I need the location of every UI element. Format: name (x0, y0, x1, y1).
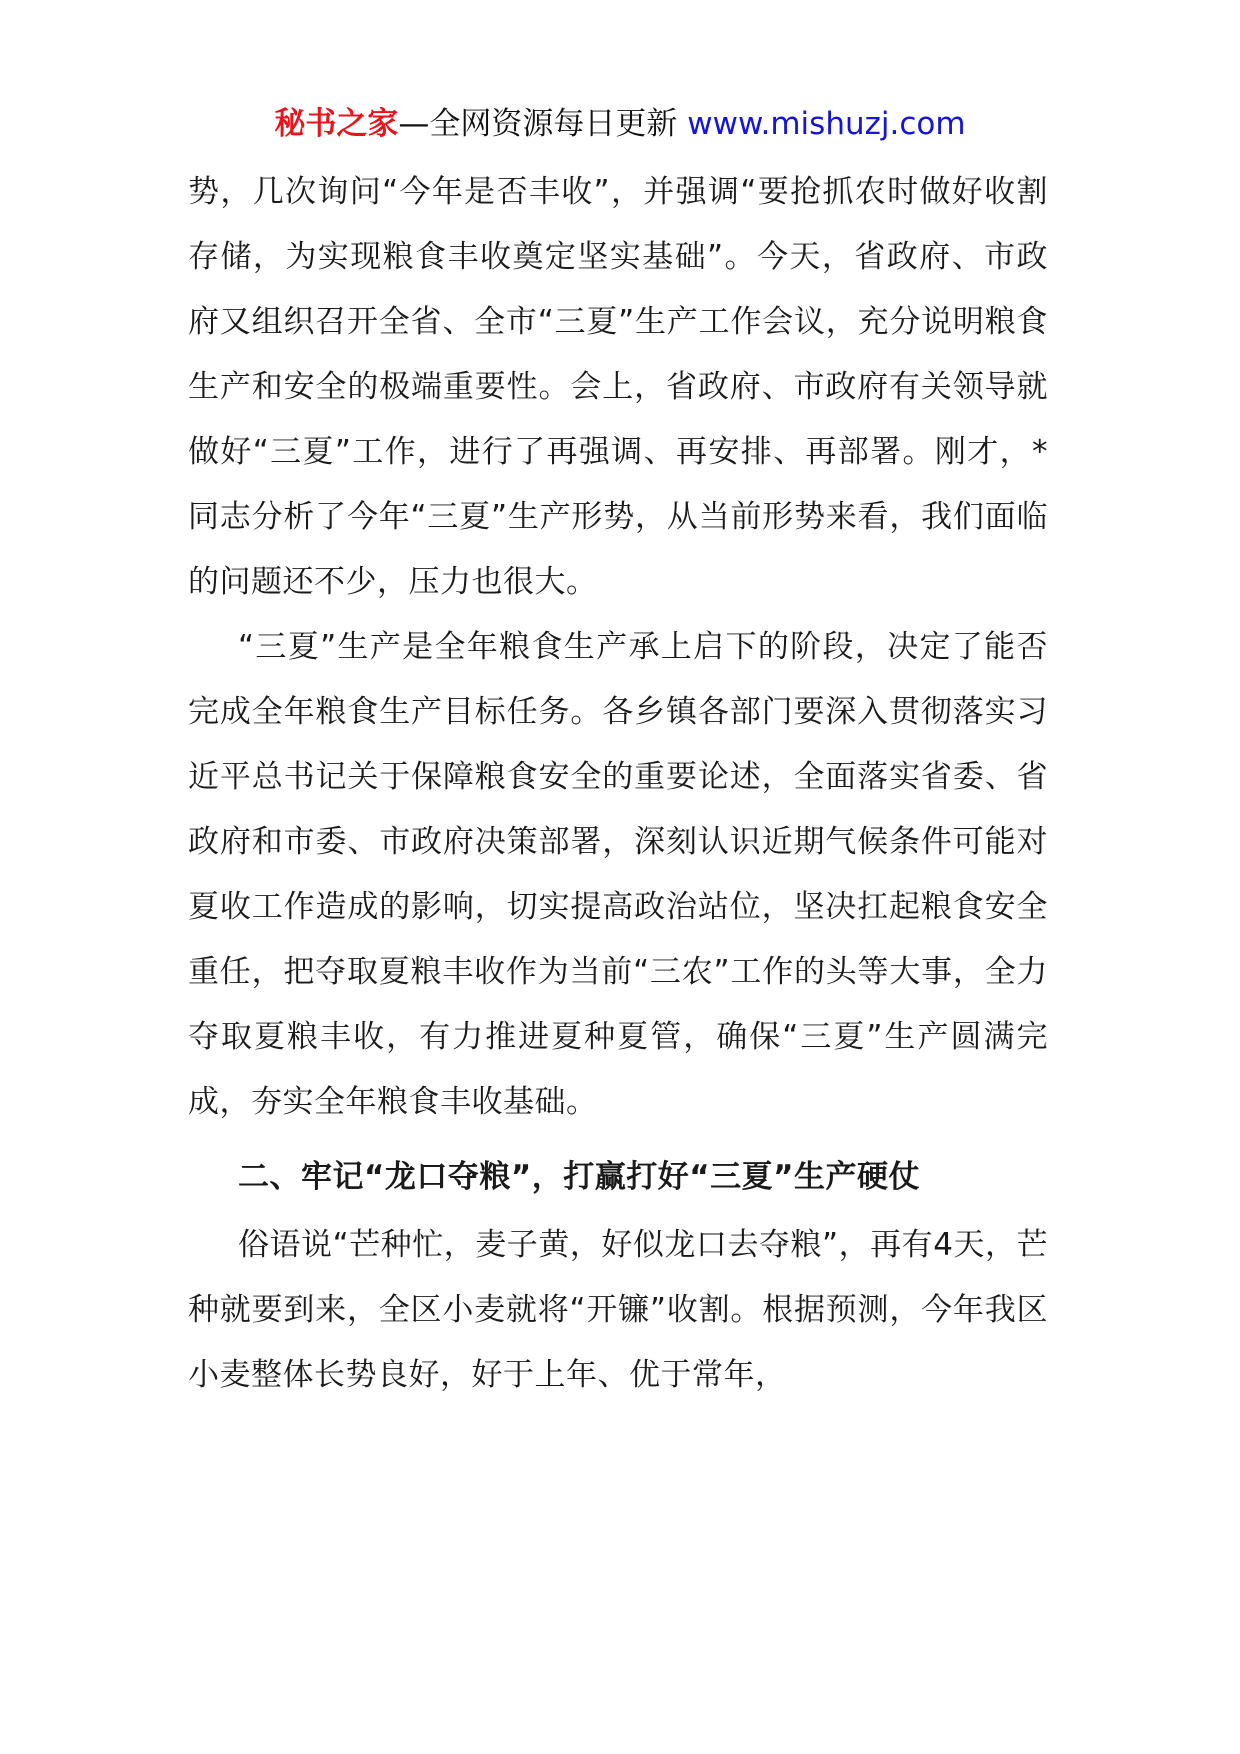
paragraph-proverb: 俗语说“芒种忙，麦子黄，好似龙口去夺粮”，再有4天，芒种就要到来，全区小麦就将“开镰”收割。根据预测，今年我区小麦整体长势良好，好于上年、优于常年， (188, 1227, 1048, 1393)
brand-name: 秘书之家 (274, 106, 399, 142)
header-tagline: —全网资源每日更新 (398, 106, 678, 142)
section-heading-2: 二、牢记“龙口夺粮”，打赢打好“三夏”生产硬仗 (238, 1159, 920, 1195)
document-body (188, 160, 1048, 1408)
paragraph-sanxia-stage: “三夏”生产是全年粮食生产承上启下的阶段，决定了能否完成全年粮食生产目标任务。各乡镇各部门要深入贯彻落实习近平总书记关于保障粮食安全的重要论述，全面落实省委、省政府和市委、市政府决策部署，深刻认识近期气候条件可能对夏收工作造成的影响，切实提高政治站位，坚决扛起粮食安全重任，把夺取夏粮丰收作为当前“三农”工作的头等大事，全力夺取夏粮丰收，有力推进夏种夏管，确保“三夏”生产圆满完成，夯实全年粮食丰收基础。 (188, 629, 1048, 1120)
website-link[interactable]: www.mishuzj.com (687, 106, 966, 142)
paragraph-continuation: 势，几次询问“今年是否丰收”，并强调“要抢抓农时做好收割存储，为实现粮食丰收奠定坚实基础”。今天，省政府、市政府又组织召开全省、全市“三夏”生产工作会议，充分说明粮食生产和安全的极端重要性。会上，省政府、市政府有关领导就做好“三夏”工作，进行了再强调、再安排、再部署。刚才，*同志分析了今年“三夏”生产形势，从当前形势来看，我们面临的问题还不少，压力也很大。 (188, 174, 1048, 600)
page-header (0, 102, 1240, 146)
